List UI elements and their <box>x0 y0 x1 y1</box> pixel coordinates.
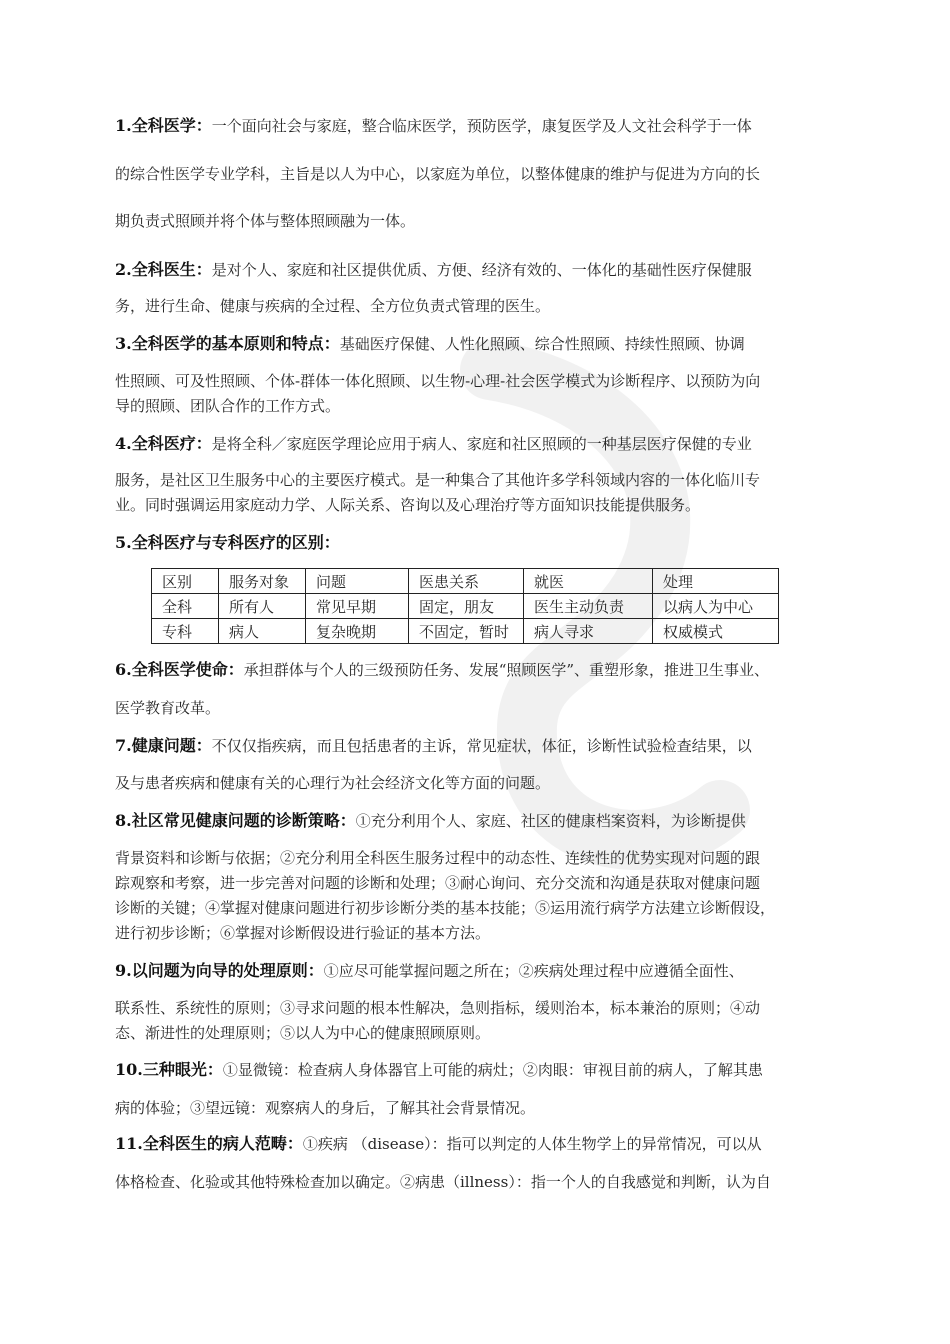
section-1-line-2: 的综合性医学专业学科，主旨是以人为中心，以家庭为单位，以整体健康的维护与促进为方向的长 <box>115 165 761 183</box>
section-7-line-2: 及与患者疾病和健康有关的心理行为社会经济文化等方面的问题。 <box>115 774 551 792</box>
table-header-cell: 就医 <box>524 569 653 594</box>
section-1-line-3: 期负责式照顾并将个体与整体照顾融为一体。 <box>115 212 416 230</box>
section-6-line-2: 医学教育改革。 <box>115 699 221 717</box>
section-10-line-1: ①显微镜：检查病人身体器官上可能的病灶；②肉眼：审视目前的病人，了解其患 <box>222 1061 763 1079</box>
table-row <box>152 619 779 644</box>
table-cell: 不固定，暂时 <box>409 619 524 644</box>
term-diagnosis-strategy: 8.社区常见健康问题的诊断策略： <box>115 811 356 830</box>
section-11-line-2: 体格检查、化验或其他特殊检查加以确定。②病患（illness）：指一个人的自我感觉和判断，认为自 <box>115 1173 771 1191</box>
section-8-line-4: 诊断的关键；④掌握对健康问题进行初步诊断分类的基本技能；⑤运用流行病学方法建立诊断假设， <box>115 899 776 917</box>
term-patient-scope: 11.全科医生的病人范畴： <box>115 1134 303 1153</box>
section-8-line-1: ①充分利用个人、家庭、社区的健康档案资料，为诊断提供 <box>355 812 746 830</box>
table-cell: 以病人为中心 <box>653 594 779 619</box>
section-8-line-3: 踪观察和考察，进一步完善对问题的诊断和处理；③耐心询问、充分交流和沟通是获取对健康问题 <box>115 874 761 892</box>
table-header-cell: 医患关系 <box>409 569 524 594</box>
table-cell: 权威模式 <box>653 619 779 644</box>
section-9-line-3: 态、渐进性的处理原则；⑤以人为中心的健康照顾原则。 <box>115 1024 491 1042</box>
term-problem-oriented: 9.以问题为向导的处理原则： <box>115 961 324 980</box>
table-header-cell: 区别 <box>152 569 219 594</box>
section-8-line-5: 进行初步诊断；⑥掌握对诊断假设进行验证的基本方法。 <box>115 924 491 942</box>
table-cell: 病人寻求 <box>524 619 653 644</box>
term-three-views: 10.三种眼光： <box>115 1060 223 1079</box>
section-3-line-2: 性照顾、可及性照顾、个体-群体一体化照顾、以生物-心理-社会医学模式为诊断程序、以预防为向 <box>115 372 761 390</box>
table-cell: 所有人 <box>219 594 306 619</box>
section-11-line-1: ①疾病 （disease）：指可以判定的人体生物学上的异常情况，可以从 <box>302 1135 762 1153</box>
term-health-problem: 7.健康问题： <box>115 736 212 755</box>
section-9-line-2: 联系性、系统性的原则；③寻求问题的根本性解决，急则指标，缓则治本，标本兼治的原则；④动 <box>115 999 761 1017</box>
table-cell: 专科 <box>152 619 219 644</box>
section-4-line-1: 是将全科／家庭医学理论应用于病人、家庭和社区照顾的一种基层医疗保健的专业 <box>211 435 752 453</box>
table-header-cell: 服务对象 <box>219 569 306 594</box>
section-3-line-1: 基础医疗保健、人性化照顾、综合性照顾、持续性照顾、协调 <box>339 335 745 353</box>
term-difference: 5.全科医疗与专科医疗的区别： <box>115 533 340 552</box>
section-2-line-1: 是对个人、家庭和社区提供优质、方便、经济有效的、一体化的基础性医疗保健服 <box>211 261 752 279</box>
section-8-line-2: 背景资料和诊断与依据；②充分利用全科医生服务过程中的动态性、连续性的优势实现对问题的跟 <box>115 849 761 867</box>
section-4-line-3: 业。同时强调运用家庭动力学、人际关系、咨询以及心理治疗等方面知识技能提供服务。 <box>115 496 701 514</box>
section-1-line-1: 一个面向社会与家庭，整合临床医学，预防医学，康复医学及人文社会科学于一体 <box>211 117 752 135</box>
term-general-medicine: 1.全科医学： <box>115 116 212 135</box>
table-cell: 医生主动负责 <box>524 594 653 619</box>
table-cell: 全科 <box>152 594 219 619</box>
section-9-line-1: ①应尽可能掌握问题之所在；②疾病处理过程中应遵循全面性、 <box>323 962 744 980</box>
table-row <box>152 594 779 619</box>
section-10-line-2: 病的体验；③望远镜：观察病人的身后，了解其社会背景情况。 <box>115 1099 536 1117</box>
table-header-cell: 处理 <box>653 569 779 594</box>
table-cell: 病人 <box>219 619 306 644</box>
table-header-cell: 问题 <box>306 569 409 594</box>
section-7-line-1: 不仅仅指疾病，而且包括患者的主诉，常见症状，体征，诊断性试验检查结果，以 <box>211 737 752 755</box>
term-general-practice: 4.全科医疗： <box>115 434 212 453</box>
table-cell: 固定，朋友 <box>409 594 524 619</box>
table-header-row <box>152 569 779 594</box>
term-basic-principles: 3.全科医学的基本原则和特点： <box>115 334 340 353</box>
table-cell: 复杂晚期 <box>306 619 409 644</box>
section-4-line-2: 服务，是社区卫生服务中心的主要医疗模式。是一种集合了其他许多学科领域内容的一体化临川专 <box>115 471 761 489</box>
term-mission: 6.全科医学使命： <box>115 660 244 679</box>
comparison-table <box>151 568 779 644</box>
section-6-line-1: 承担群体与个人的三级预防任务、发展“照顾医学”、重塑形象，推进卫生事业、 <box>243 661 770 679</box>
term-general-practitioner: 2.全科医生： <box>115 260 212 279</box>
section-2-line-2: 务，进行生命、健康与疾病的全过程、全方位负责式管理的医生。 <box>115 297 551 315</box>
section-3-line-3: 导的照顾、团队合作的工作方式。 <box>115 397 341 415</box>
table-cell: 常见早期 <box>306 594 409 619</box>
